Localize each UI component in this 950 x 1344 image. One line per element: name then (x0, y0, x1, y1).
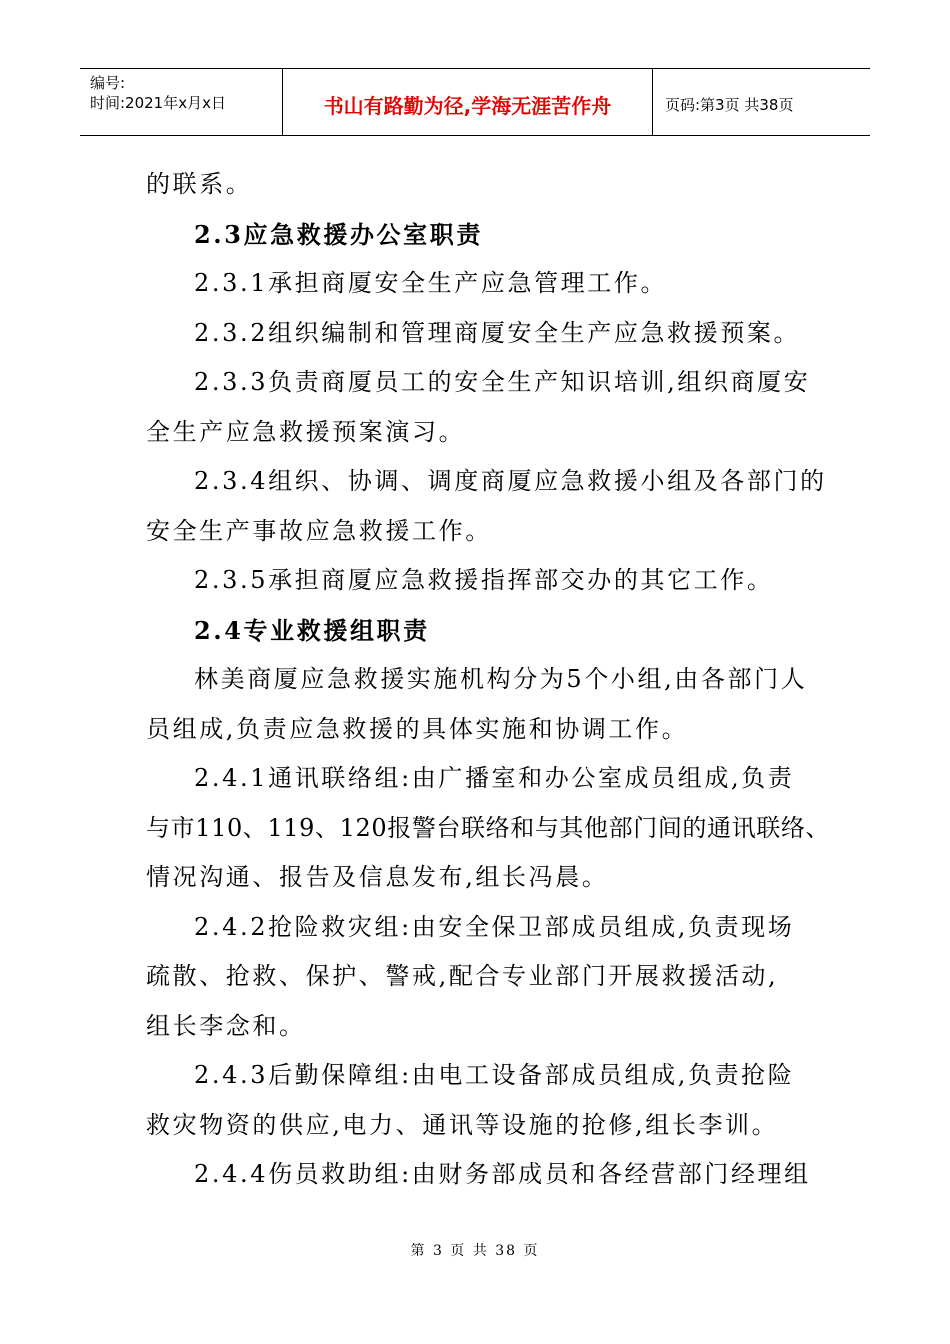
paragraph-line: 2.3.4组织、协调、调度商厦应急救援小组及各部门的 (194, 467, 827, 495)
paragraph-line: 2.4.3后勤保障组:由电工设备部成员组成,负责抢险 (194, 1061, 795, 1089)
header-page-code: 页码:第3页 共38页 (665, 95, 794, 114)
paragraph-line: 林美商厦应急救援实施机构分为5个小组,由各部门人 (194, 665, 808, 693)
paragraph-line: 全生产应急救援预案演习。 (146, 417, 466, 446)
paragraph-line: 员组成,负责应急救援的具体实施和协调工作。 (146, 714, 689, 743)
document-body (146, 160, 831, 1200)
paragraph-line: 2.3.3负责商厦员工的安全生产知识培训,组织商厦安 (194, 368, 811, 396)
paragraph-line: 2.4.4伤员救助组:由财务部成员和各经营部门经理组 (194, 1160, 811, 1188)
page-footer: 第 3 页 共 38 页 (410, 1243, 540, 1259)
number-label: 编号: (90, 74, 126, 92)
paragraph-line: 2.3.5承担商厦应急救援指挥部交办的其它工作。 (194, 566, 774, 594)
time-label: 时间:2021年x月x日 (90, 94, 226, 112)
paragraph-line: 2.4.2抢险救灾组:由安全保卫部成员组成,负责现场 (194, 912, 795, 941)
paragraph-line: 2.3.2组织编制和管理商厦安全生产应急救援预案。 (194, 318, 801, 347)
header-meta (80, 69, 283, 135)
paragraph-line: 与市110、119、120报警台联络和与其他部门间的通讯联络、 (146, 813, 831, 842)
section-heading: 2.3应急救援办公室职责 (194, 219, 483, 249)
paragraph-line: 组长李念和。 (146, 1011, 306, 1040)
section-heading: 2.4专业救援组职责 (194, 615, 430, 645)
paragraph-line: 情况沟通、报告及信息发布,组长冯晨。 (146, 863, 609, 891)
page-header (80, 68, 870, 136)
paragraph-line: 2.4.1通讯联络组:由广播室和办公室成员组成,负责 (194, 764, 795, 792)
header-motto: 书山有路勤为径,学海无涯苦作舟 (283, 69, 653, 135)
paragraph-line: 2.3.1承担商厦安全生产应急管理工作。 (194, 269, 668, 297)
paragraph-line: 救灾物资的供应,电力、通讯等设施的抢修,组长李训。 (146, 1110, 779, 1139)
paragraph-line: 安全生产事故应急救援工作。 (146, 516, 492, 545)
paragraph-line: 的联系。 (146, 170, 253, 198)
paragraph-line: 疏散、抢救、保护、警戒,配合专业部门开展救援活动, (146, 962, 779, 990)
